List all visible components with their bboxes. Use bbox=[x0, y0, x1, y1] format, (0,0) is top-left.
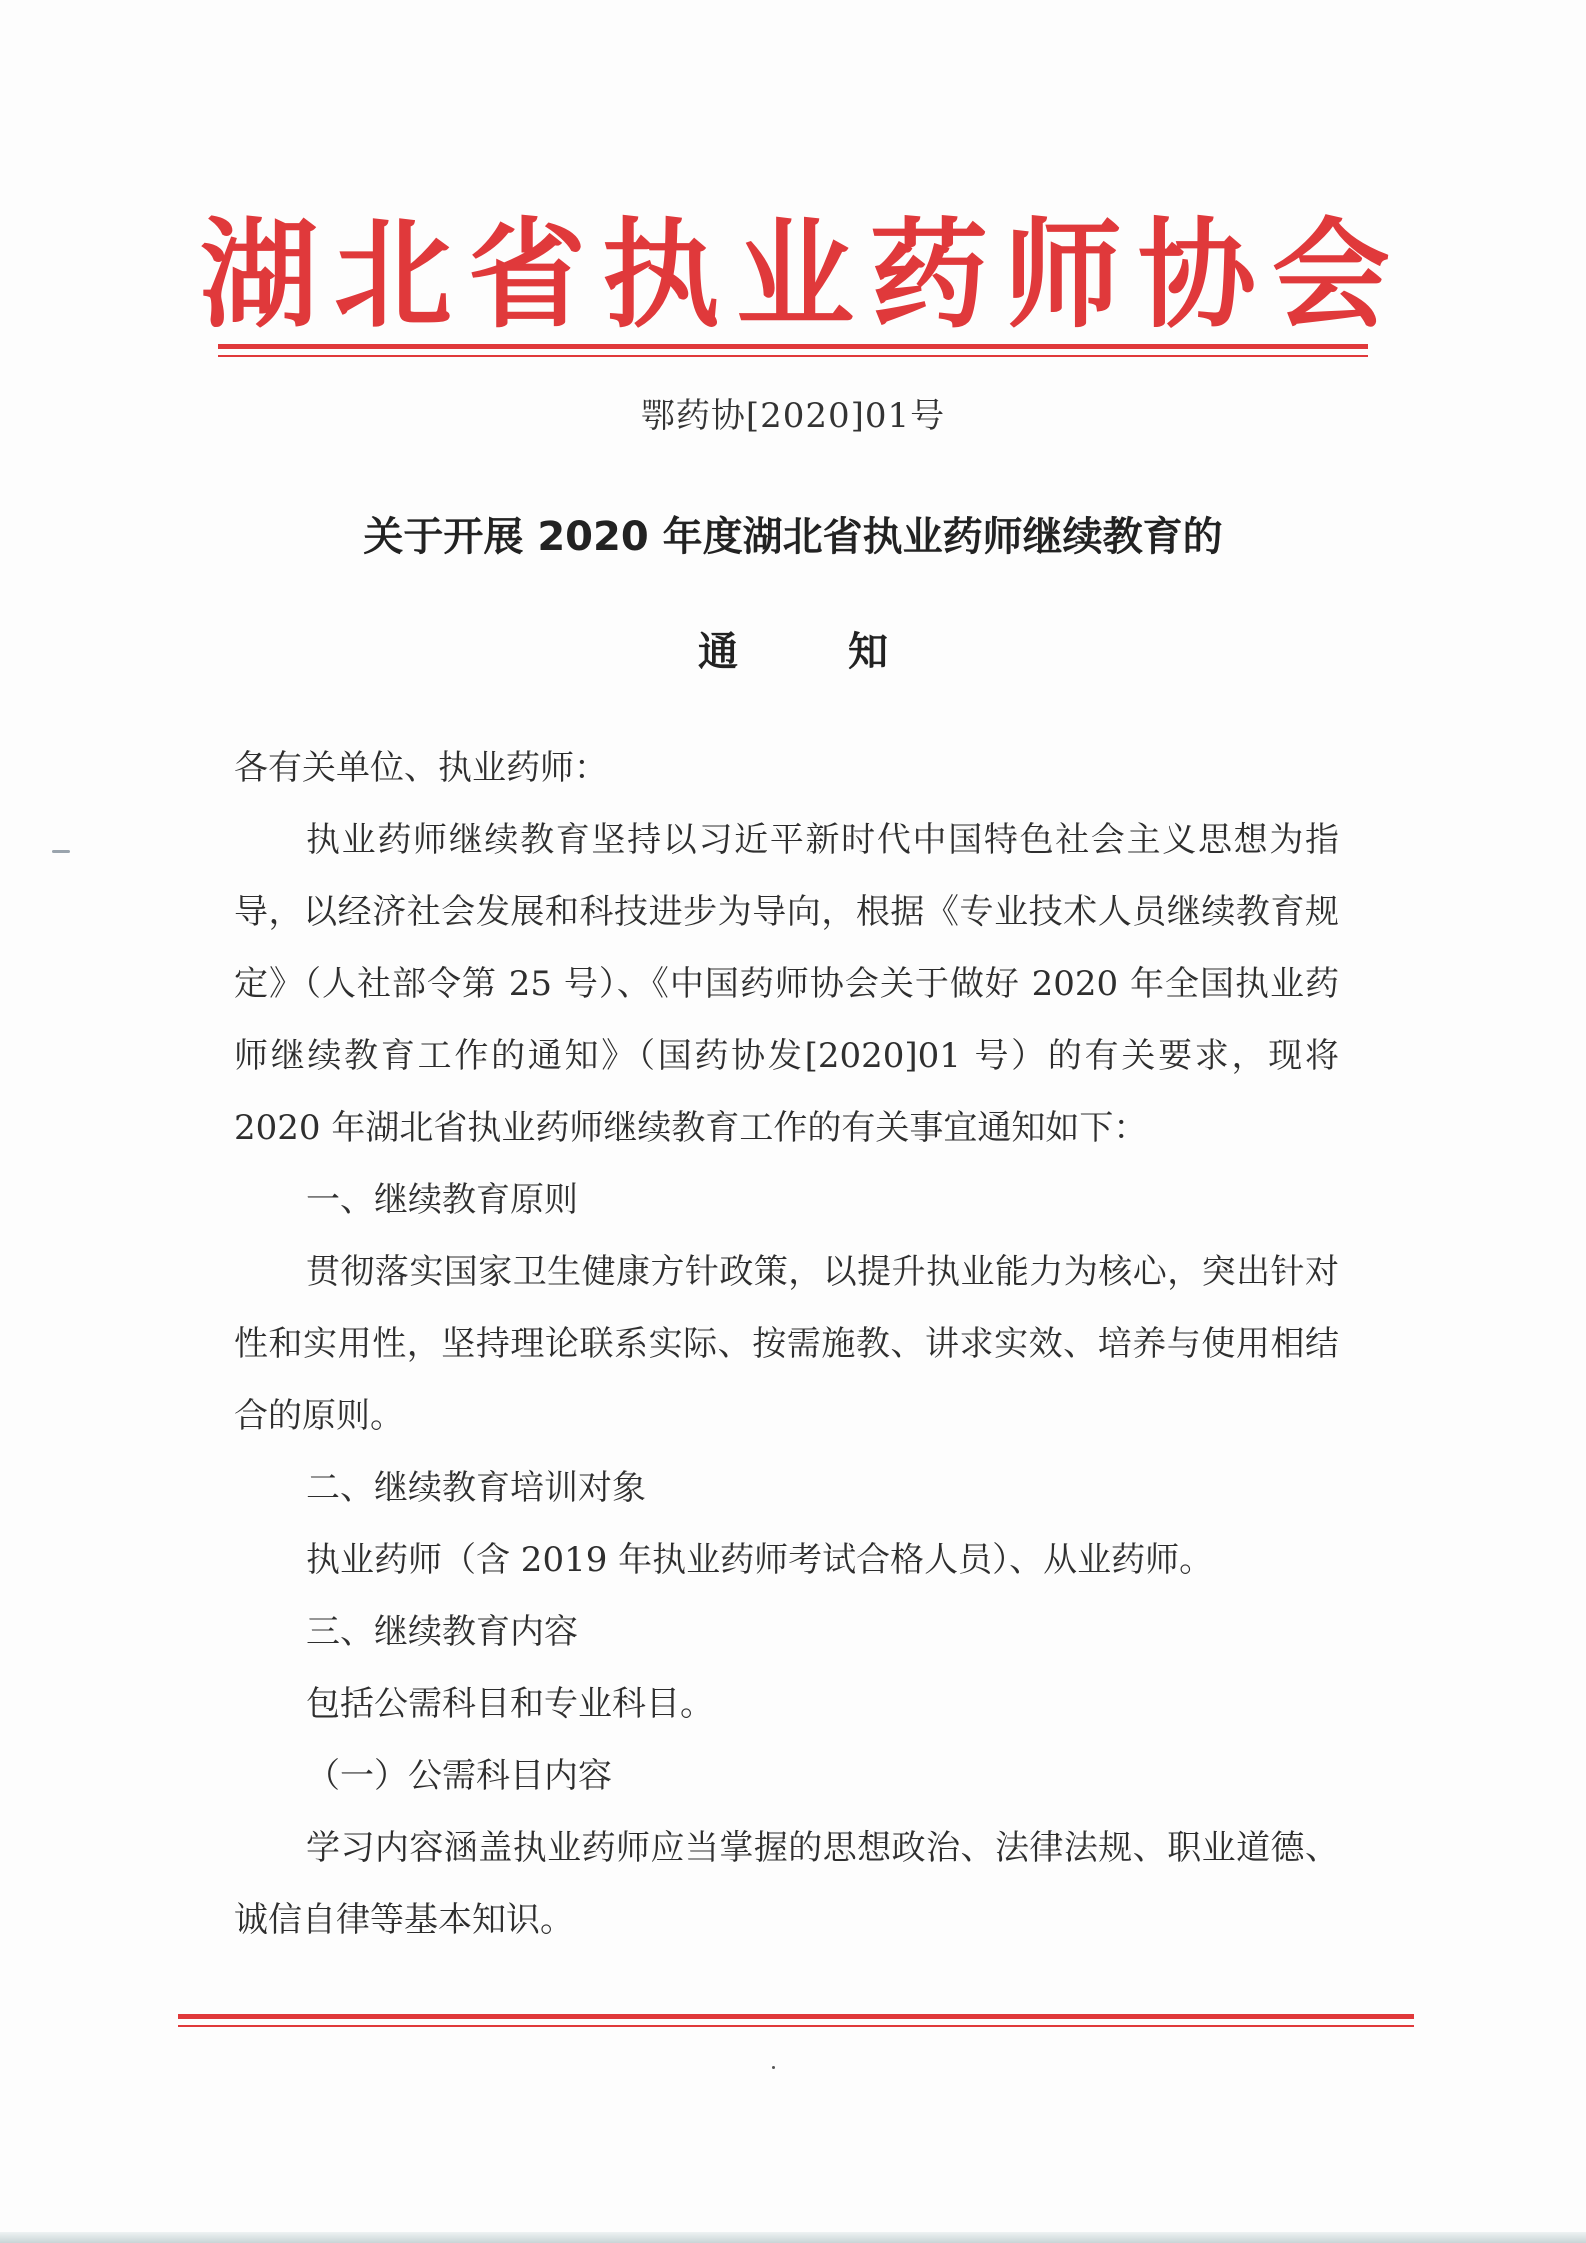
organization-letterhead bbox=[200, 185, 1390, 345]
scan-edge bbox=[0, 2232, 1586, 2243]
letterhead-char: 业 bbox=[735, 205, 854, 344]
subsection-heading: （一）公需科目内容 bbox=[306, 1756, 612, 1796]
page-speck bbox=[772, 2066, 775, 2069]
body-paragraph: 贯彻落实国家卫生健康方针政策，以提升执业能力为核心，突出针对性和实用性，坚持理论联系实际、按需施教、讲求实效、培养与使用相结合的原则。 bbox=[234, 1252, 1339, 1436]
letterhead-char: 药 bbox=[869, 205, 988, 344]
scan-mark bbox=[52, 850, 70, 853]
document-title-notice: 通知 bbox=[698, 629, 998, 675]
body-paragraph: 执业药师（含 2019 年执业药师考试合格人员）、从业药师。 bbox=[306, 1540, 1214, 1580]
body-paragraph: 学习内容涵盖执业药师应当掌握的思想政治、法律法规、职业道德、诚信自律等基本知识。 bbox=[234, 1828, 1339, 1940]
footer-rule-thick bbox=[178, 2014, 1414, 2019]
letterhead-char: 省 bbox=[467, 205, 586, 344]
header-rule-thin bbox=[218, 355, 1368, 357]
section-heading: 二、继续教育培训对象 bbox=[306, 1468, 646, 1508]
letterhead-char: 会 bbox=[1271, 205, 1390, 344]
section-heading: 一、继续教育原则 bbox=[306, 1180, 578, 1220]
header-rule-thick bbox=[218, 344, 1368, 349]
body-paragraph: 执业药师继续教育坚持以习近平新时代中国特色社会主义思想为指导，以经济社会发展和科技进步为导向，根据《专业技术人员继续教育规定》（人社部令第 25 号）、《中国药师协会关于做好 2020 年全国执业药师继续教育工作的通知》（国药协发[2020]01 号）的有关要求，现将 2020 年湖北省执业药师继续教育工作的有关事宜通知如下： bbox=[234, 820, 1339, 1148]
footer-rule-thin bbox=[178, 2025, 1414, 2027]
section-heading: 三、继续教育内容 bbox=[306, 1612, 578, 1652]
letterhead-char: 师 bbox=[1003, 205, 1122, 344]
document-title: 关于开展 2020 年度湖北省执业药师继续教育的 bbox=[363, 514, 1223, 560]
letterhead-char: 执 bbox=[601, 205, 720, 344]
document-number: 鄂药协[2020]01号 bbox=[640, 396, 946, 436]
letterhead-char: 协 bbox=[1137, 205, 1256, 344]
body-paragraph: 包括公需科目和专业科目。 bbox=[306, 1684, 714, 1724]
letterhead-char: 北 bbox=[333, 205, 452, 344]
letterhead-char: 湖 bbox=[200, 205, 319, 344]
salutation: 各有关单位、执业药师： bbox=[234, 748, 608, 788]
document-body bbox=[234, 732, 1339, 1956]
